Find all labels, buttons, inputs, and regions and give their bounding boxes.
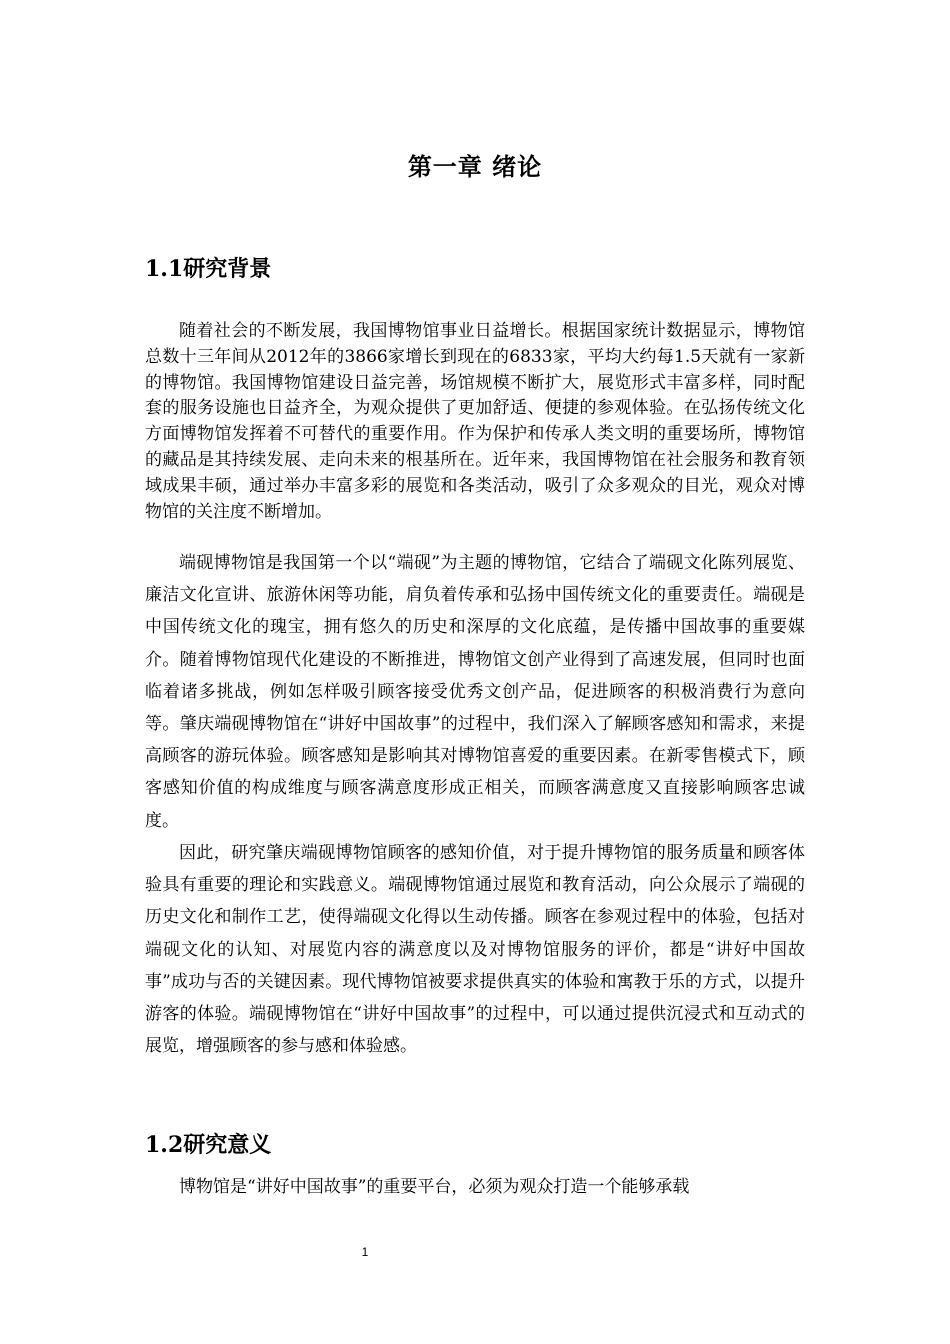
paragraph-background-1: 随着社会的不断发展，我国博物馆事业日益增长。根据国家统计数据显示，博物馆总数十三年间从2012年的3866家增长到现在的6833家，平均大约每1.5天就有一家新的博物馆。我国博物馆建设日益完善，场馆规模不断扩大，展览形式丰富多样，同时配套的服务设施也日益齐全，为观众提供了更加舒适、便捷的参观体验。在弘扬传统文化方面博物馆发挥着不可替代的重要作用。作为保护和传承人类文明的重要场所，博物馆的藏品是其持续发展、走向未来的根基所在。近年来，我国博物馆在社会服务和教育领域成果丰硕，通过举办丰富多彩的展览和各类活动，吸引了众多观众的目光，观众对博物馆的关注度不断增加。 <box>145 321 805 522</box>
page-number: 1 <box>361 1245 369 1259</box>
section-heading-background: 1.1研究背景 <box>145 256 272 282</box>
section-heading-significance: 1.2研究意义 <box>145 1132 272 1158</box>
paragraph-background-2: 端砚博物馆是我国第一个以“端砚”为主题的博物馆，它结合了端砚文化陈列展览、廉洁文化宣讲、旅游休闲等功能，肩负着传承和弘扬中国传统文化的重要责任。端砚是中国传统文化的瑰宝，拥有悠久的历史和深厚的文化底蕴，是传播中国故事的重要媒介。随着博物馆现代化建设的不断推进，博物馆文创产业得到了高速发展，但同时也面临着诸多挑战，例如怎样吸引顾客接受优秀文创产品，促进顾客的积极消费行为意向等。肇庆端砚博物馆在“讲好中国故事”的过程中，我们深入了解顾客感知和需求，来提高顾客的游玩体验。顾客感知是影响其对博物馆喜爱的重要因素。在新零售模式下，顾客感知价值的构成维度与顾客满意度形成正相关，而顾客满意度又直接影响顾客忠诚度。 <box>145 553 805 831</box>
paragraph-background-3: 因此，研究肇庆端砚博物馆顾客的感知价值，对于提升博物馆的服务质量和顾客体验具有重要的理论和实践意义。端砚博物馆通过展览和教育活动，向公众展示了端砚的历史文化和制作工艺，使得端砚文化得以生动传播。顾客在参观过程中的体验，包括对端砚文化的认知、对展览内容的满意度以及对博物馆服务的评价，都是“讲好中国故事”成功与否的关键因素。现代博物馆被要求提供真实的体验和寓教于乐的方式，以提升游客的体验。端砚博物馆在“讲好中国故事”的过程中，可以通过提供沉浸式和互动式的展览，增强顾客的参与感和体验感。 <box>145 843 805 1057</box>
chapter-title: 第一章 绪论 <box>407 152 543 181</box>
paragraph-significance-1: 博物馆是“讲好中国故事”的重要平台，必须为观众打造一个能够承载 <box>179 1177 690 1197</box>
